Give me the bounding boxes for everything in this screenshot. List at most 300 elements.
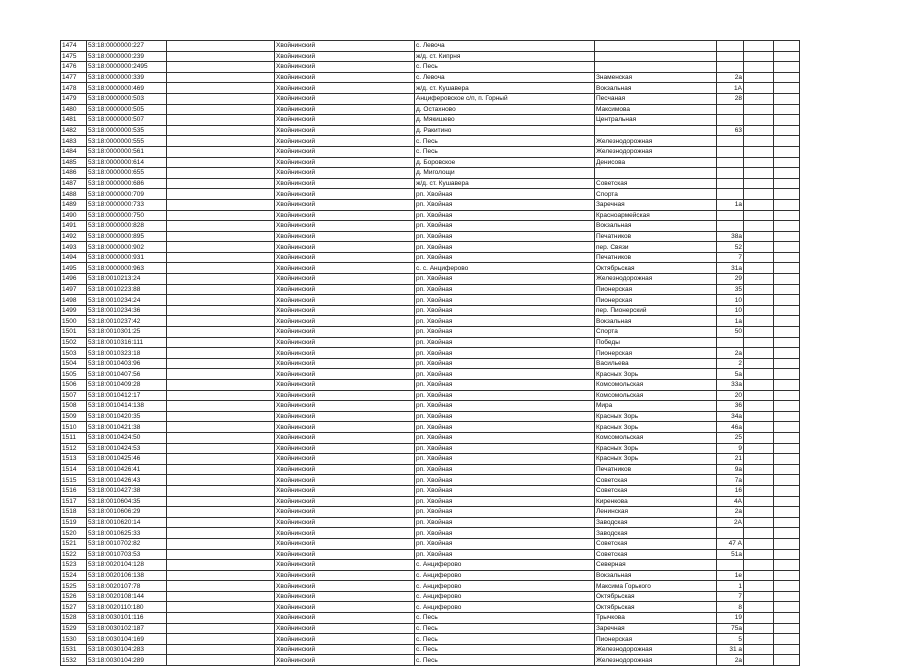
cadastral-number-cell: 53:18:0020107:78 [87, 581, 167, 592]
house-number-cell: 5а [717, 369, 744, 380]
row-number-cell: 1513 [61, 454, 87, 465]
row-number-cell: 1494 [61, 252, 87, 263]
empty-cell [774, 475, 800, 486]
empty-cell [774, 623, 800, 634]
locality-cell: рп. Хвойная [415, 348, 595, 359]
empty-cell [774, 411, 800, 422]
row-number-cell: 1505 [61, 369, 87, 380]
empty-cell [744, 401, 774, 412]
district-cell: Хвойнинский [275, 380, 415, 391]
empty-cell [744, 125, 774, 136]
district-cell: Хвойнинский [275, 432, 415, 443]
district-cell: Хвойнинский [275, 62, 415, 73]
empty-cell [167, 189, 275, 200]
row-number-cell: 1510 [61, 422, 87, 433]
house-number-cell: 34а [717, 411, 744, 422]
empty-cell [167, 337, 275, 348]
empty-cell [167, 125, 275, 136]
house-number-cell: 38а [717, 231, 744, 242]
table-row [61, 115, 800, 126]
house-number-cell: 46а [717, 422, 744, 433]
street-cell [595, 62, 717, 73]
empty-cell [774, 327, 800, 338]
locality-cell: с. Анциферово [415, 591, 595, 602]
table-row [61, 263, 800, 274]
empty-cell [167, 104, 275, 115]
house-number-cell [717, 136, 744, 147]
district-cell: Хвойнинский [275, 655, 415, 666]
empty-cell [774, 72, 800, 83]
row-number-cell: 1528 [61, 613, 87, 624]
street-cell: Красных Зорь [595, 422, 717, 433]
table-row [61, 401, 800, 412]
district-cell: Хвойнинский [275, 242, 415, 253]
street-cell: Пионерская [595, 295, 717, 306]
district-cell: Хвойнинский [275, 93, 415, 104]
row-number-cell: 1518 [61, 507, 87, 518]
table-row [61, 591, 800, 602]
empty-cell [774, 41, 800, 52]
row-number-cell: 1522 [61, 549, 87, 560]
empty-cell [167, 380, 275, 391]
empty-cell [167, 623, 275, 634]
table-row [61, 221, 800, 232]
street-cell: Знаменская [595, 72, 717, 83]
locality-cell: рп. Хвойная [415, 549, 595, 560]
locality-cell: рп. Хвойная [415, 380, 595, 391]
district-cell: Хвойнинский [275, 475, 415, 486]
row-number-cell: 1526 [61, 591, 87, 602]
table-row [61, 581, 800, 592]
house-number-cell: 31 а [717, 644, 744, 655]
table-row [61, 252, 800, 263]
empty-cell [167, 274, 275, 285]
locality-cell: д. Боровское [415, 157, 595, 168]
district-cell: Хвойнинский [275, 454, 415, 465]
cadastral-number-cell: 53:18:0000000:535 [87, 125, 167, 136]
row-number-cell: 1508 [61, 401, 87, 412]
row-number-cell: 1529 [61, 623, 87, 634]
empty-cell [744, 390, 774, 401]
table-row [61, 231, 800, 242]
house-number-cell: 8 [717, 602, 744, 613]
empty-cell [744, 443, 774, 454]
locality-cell: рп. Хвойная [415, 337, 595, 348]
row-number-cell: 1521 [61, 538, 87, 549]
district-cell: Хвойнинский [275, 570, 415, 581]
empty-cell [167, 178, 275, 189]
district-cell: Хвойнинский [275, 644, 415, 655]
empty-cell [167, 464, 275, 475]
empty-cell [774, 496, 800, 507]
locality-cell: с. Песь [415, 655, 595, 666]
empty-cell [167, 83, 275, 94]
locality-cell: рп. Хвойная [415, 221, 595, 232]
empty-cell [774, 263, 800, 274]
house-number-cell: 1А [717, 83, 744, 94]
locality-cell: рп. Хвойная [415, 538, 595, 549]
cadastral-number-cell: 53:18:0000000:750 [87, 210, 167, 221]
empty-cell [167, 634, 275, 645]
cadastral-number-cell: 53:18:0030104:283 [87, 644, 167, 655]
row-number-cell: 1492 [61, 231, 87, 242]
empty-cell [774, 146, 800, 157]
empty-cell [774, 581, 800, 592]
empty-cell [774, 252, 800, 263]
table-row [61, 242, 800, 253]
locality-cell: рп. Хвойная [415, 401, 595, 412]
district-cell: Хвойнинский [275, 507, 415, 518]
locality-cell: с. Песь [415, 613, 595, 624]
locality-cell: рп. Хвойная [415, 485, 595, 496]
district-cell: Хвойнинский [275, 115, 415, 126]
street-cell: Железнодорожная [595, 146, 717, 157]
empty-cell [774, 570, 800, 581]
empty-cell [774, 644, 800, 655]
row-number-cell: 1506 [61, 380, 87, 391]
empty-cell [774, 591, 800, 602]
locality-cell: д. Остахново [415, 104, 595, 115]
street-cell: Советская [595, 178, 717, 189]
row-number-cell: 1531 [61, 644, 87, 655]
table-row [61, 454, 800, 465]
table-row [61, 62, 800, 73]
row-number-cell: 1490 [61, 210, 87, 221]
street-cell: Железнодорожная [595, 644, 717, 655]
row-number-cell: 1503 [61, 348, 87, 359]
empty-cell [774, 157, 800, 168]
cadastral-number-cell: 53:18:0000000:507 [87, 115, 167, 126]
district-cell: Хвойнинский [275, 464, 415, 475]
empty-cell [774, 380, 800, 391]
empty-cell [774, 485, 800, 496]
district-cell: Хвойнинский [275, 284, 415, 295]
district-cell: Хвойнинский [275, 83, 415, 94]
empty-cell [744, 581, 774, 592]
table-row [61, 284, 800, 295]
cadastral-number-cell: 53:18:0000000:963 [87, 263, 167, 274]
house-number-cell [717, 337, 744, 348]
locality-cell: с. Песь [415, 634, 595, 645]
row-number-cell: 1512 [61, 443, 87, 454]
locality-cell: с. Левоча [415, 72, 595, 83]
locality-cell: ж/д. ст. Кушавера [415, 178, 595, 189]
cadastral-number-cell: 53:18:0010234:36 [87, 305, 167, 316]
table-row [61, 411, 800, 422]
house-number-cell: 28 [717, 93, 744, 104]
cadastral-number-cell: 53:18:0010606:29 [87, 507, 167, 518]
empty-cell [744, 274, 774, 285]
district-cell: Хвойнинский [275, 199, 415, 210]
cadastral-number-cell: 53:18:0010407:56 [87, 369, 167, 380]
row-number-cell: 1481 [61, 115, 87, 126]
street-cell: Комсомольская [595, 432, 717, 443]
street-cell: Комсомольская [595, 380, 717, 391]
district-cell: Хвойнинский [275, 252, 415, 263]
table-row [61, 369, 800, 380]
district-cell: Хвойнинский [275, 623, 415, 634]
street-cell: Киренкова [595, 496, 717, 507]
street-cell: Победы [595, 337, 717, 348]
district-cell: Хвойнинский [275, 337, 415, 348]
cadastral-number-cell: 53:18:0010424:50 [87, 432, 167, 443]
row-number-cell: 1524 [61, 570, 87, 581]
empty-cell [774, 358, 800, 369]
row-number-cell: 1496 [61, 274, 87, 285]
table-row [61, 432, 800, 443]
empty-cell [744, 327, 774, 338]
empty-cell [744, 284, 774, 295]
empty-cell [774, 390, 800, 401]
locality-cell: рп. Хвойная [415, 432, 595, 443]
house-number-cell: 2а [717, 655, 744, 666]
empty-cell [774, 178, 800, 189]
row-number-cell: 1511 [61, 432, 87, 443]
table-row [61, 136, 800, 147]
district-cell: Хвойнинский [275, 41, 415, 52]
house-number-cell: 35 [717, 284, 744, 295]
street-cell: Печатников [595, 231, 717, 242]
street-cell [595, 125, 717, 136]
empty-cell [167, 231, 275, 242]
row-number-cell: 1487 [61, 178, 87, 189]
cadastral-number-cell: 53:18:0010703:53 [87, 549, 167, 560]
street-cell: Советская [595, 475, 717, 486]
cadastral-number-cell: 53:18:0030104:169 [87, 634, 167, 645]
empty-cell [744, 146, 774, 157]
locality-cell: с. Песь [415, 136, 595, 147]
street-cell: Пионерская [595, 348, 717, 359]
row-number-cell: 1500 [61, 316, 87, 327]
table-row [61, 125, 800, 136]
district-cell: Хвойнинский [275, 168, 415, 179]
table-row [61, 274, 800, 285]
house-number-cell: 20 [717, 390, 744, 401]
cadastral-number-cell: 53:18:0020106:138 [87, 570, 167, 581]
empty-cell [744, 432, 774, 443]
street-cell: Красных Зорь [595, 443, 717, 454]
empty-cell [167, 432, 275, 443]
empty-cell [744, 602, 774, 613]
empty-cell [774, 432, 800, 443]
street-cell: Вокзальная [595, 316, 717, 327]
street-cell: Максимова [595, 104, 717, 115]
locality-cell: ж/д. ст. Кушавера [415, 83, 595, 94]
row-number-cell: 1514 [61, 464, 87, 475]
locality-cell: д. Ракитино [415, 125, 595, 136]
table-row [61, 199, 800, 210]
empty-cell [744, 358, 774, 369]
empty-cell [774, 295, 800, 306]
empty-cell [744, 189, 774, 200]
table-row [61, 464, 800, 475]
house-number-cell: 16 [717, 485, 744, 496]
empty-cell [167, 72, 275, 83]
locality-cell: рп. Хвойная [415, 443, 595, 454]
empty-cell [744, 115, 774, 126]
cadastral-number-cell: 53:18:0020104:128 [87, 560, 167, 571]
table-row [61, 316, 800, 327]
empty-cell [744, 178, 774, 189]
house-number-cell [717, 221, 744, 232]
district-cell: Хвойнинский [275, 295, 415, 306]
empty-cell [744, 252, 774, 263]
empty-cell [744, 644, 774, 655]
cadastral-number-cell: 53:18:0010237:42 [87, 316, 167, 327]
empty-cell [774, 528, 800, 539]
cadastral-number-cell: 53:18:0000000:895 [87, 231, 167, 242]
cadastral-number-cell: 53:18:0000000:503 [87, 93, 167, 104]
table-row [61, 538, 800, 549]
street-cell: Заречная [595, 623, 717, 634]
street-cell: Ленинская [595, 507, 717, 518]
cadastral-number-cell: 53:18:0030101:116 [87, 613, 167, 624]
locality-cell: с. Анциферово [415, 581, 595, 592]
district-cell: Хвойнинский [275, 327, 415, 338]
table-row [61, 496, 800, 507]
district-cell: Хвойнинский [275, 591, 415, 602]
cadastral-number-cell: 53:18:0010420:35 [87, 411, 167, 422]
empty-cell [774, 231, 800, 242]
street-cell [595, 168, 717, 179]
locality-cell: рп. Хвойная [415, 369, 595, 380]
street-cell: Вокзальная [595, 570, 717, 581]
empty-cell [744, 591, 774, 602]
empty-cell [744, 655, 774, 666]
empty-cell [744, 316, 774, 327]
empty-cell [744, 634, 774, 645]
locality-cell: с. с. Анциферово [415, 263, 595, 274]
locality-cell: рп. Хвойная [415, 305, 595, 316]
table-row [61, 83, 800, 94]
locality-cell: рп. Хвойная [415, 274, 595, 285]
table-row [61, 305, 800, 316]
cadastral-number-cell: 53:18:0010620:14 [87, 517, 167, 528]
row-number-cell: 1480 [61, 104, 87, 115]
cadastral-number-cell: 53:18:0000000:686 [87, 178, 167, 189]
row-number-cell: 1485 [61, 157, 87, 168]
cadastral-number-cell: 53:18:0010412:17 [87, 390, 167, 401]
locality-cell: рп. Хвойная [415, 242, 595, 253]
row-number-cell: 1525 [61, 581, 87, 592]
house-number-cell [717, 178, 744, 189]
cadastral-number-cell: 53:18:0000000:614 [87, 157, 167, 168]
row-number-cell: 1493 [61, 242, 87, 253]
empty-cell [167, 221, 275, 232]
empty-cell [167, 263, 275, 274]
row-number-cell: 1486 [61, 168, 87, 179]
row-number-cell: 1507 [61, 390, 87, 401]
row-number-cell: 1504 [61, 358, 87, 369]
locality-cell: рп. Хвойная [415, 210, 595, 221]
empty-cell [744, 305, 774, 316]
empty-cell [774, 210, 800, 221]
house-number-cell: 5 [717, 634, 744, 645]
empty-cell [774, 613, 800, 624]
locality-cell: рп. Хвойная [415, 496, 595, 507]
cadastral-number-cell: 53:18:0000000:561 [87, 146, 167, 157]
empty-cell [744, 62, 774, 73]
empty-cell [744, 83, 774, 94]
district-cell: Хвойнинский [275, 157, 415, 168]
empty-cell [744, 369, 774, 380]
cadastral-number-cell: 53:18:0000000:2495 [87, 62, 167, 73]
empty-cell [774, 136, 800, 147]
row-number-cell: 1523 [61, 560, 87, 571]
row-number-cell: 1491 [61, 221, 87, 232]
empty-cell [167, 62, 275, 73]
district-cell: Хвойнинский [275, 189, 415, 200]
empty-cell [167, 146, 275, 157]
district-cell: Хвойнинский [275, 401, 415, 412]
empty-cell [744, 72, 774, 83]
row-number-cell: 1520 [61, 528, 87, 539]
street-cell: Печатников [595, 252, 717, 263]
district-cell: Хвойнинский [275, 316, 415, 327]
empty-cell [774, 369, 800, 380]
empty-cell [744, 454, 774, 465]
table-row [61, 327, 800, 338]
table-row [61, 549, 800, 560]
house-number-cell: 2а [717, 348, 744, 359]
empty-cell [167, 252, 275, 263]
empty-cell [774, 602, 800, 613]
district-cell: Хвойнинский [275, 496, 415, 507]
empty-cell [744, 411, 774, 422]
house-number-cell: 1а [717, 199, 744, 210]
cadastral-number-cell: 53:18:0010223:88 [87, 284, 167, 295]
row-number-cell: 1478 [61, 83, 87, 94]
district-cell: Хвойнинский [275, 581, 415, 592]
empty-cell [774, 316, 800, 327]
district-cell: Хвойнинский [275, 422, 415, 433]
empty-cell [744, 613, 774, 624]
cadastral-number-cell: 53:18:0010427:38 [87, 485, 167, 496]
locality-cell: рп. Хвойная [415, 199, 595, 210]
table-row [61, 337, 800, 348]
street-cell: Советская [595, 538, 717, 549]
table-row [61, 623, 800, 634]
empty-cell [167, 411, 275, 422]
empty-cell [774, 634, 800, 645]
district-cell: Хвойнинский [275, 51, 415, 62]
cadastral-number-cell: 53:18:0010234:24 [87, 295, 167, 306]
empty-cell [744, 295, 774, 306]
empty-cell [744, 517, 774, 528]
empty-cell [167, 517, 275, 528]
empty-cell [167, 549, 275, 560]
cadastral-number-cell: 53:18:0010702:82 [87, 538, 167, 549]
empty-cell [774, 242, 800, 253]
street-cell: Советская [595, 549, 717, 560]
street-cell: Вокзальная [595, 221, 717, 232]
district-cell: Хвойнинский [275, 104, 415, 115]
cadastral-number-cell: 53:18:0010213:24 [87, 274, 167, 285]
empty-cell [744, 507, 774, 518]
cadastral-number-cell: 53:18:0000000:339 [87, 72, 167, 83]
house-number-cell: 2а [717, 72, 744, 83]
table-row [61, 210, 800, 221]
row-number-cell: 1515 [61, 475, 87, 486]
street-cell: Мира [595, 401, 717, 412]
table-row [61, 475, 800, 486]
house-number-cell: 7а [717, 475, 744, 486]
house-number-cell [717, 62, 744, 73]
house-number-cell [717, 41, 744, 52]
empty-cell [167, 136, 275, 147]
district-cell: Хвойнинский [275, 274, 415, 285]
cadastral-number-cell: 53:18:0000000:733 [87, 199, 167, 210]
